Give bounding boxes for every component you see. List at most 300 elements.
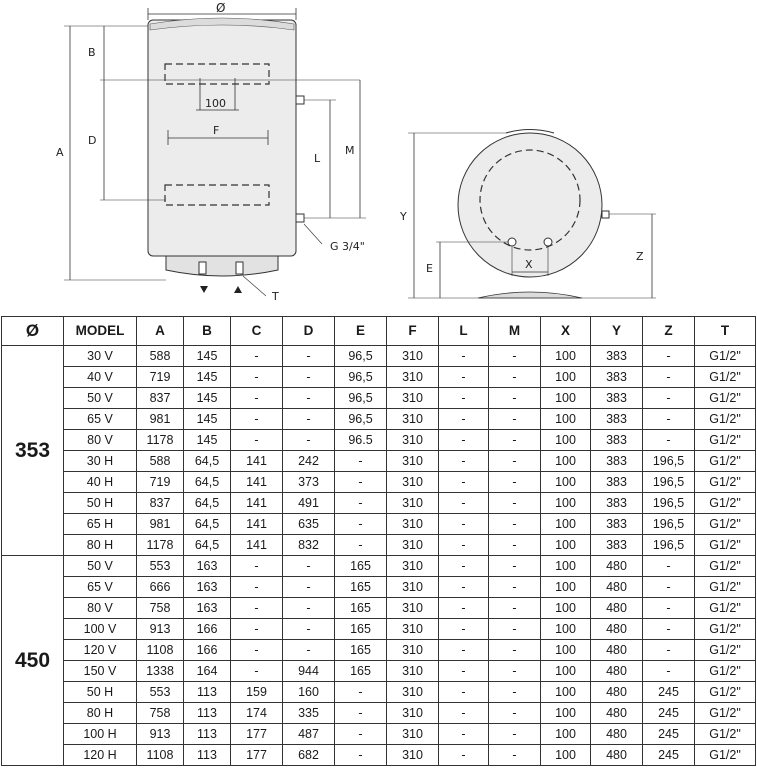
table-cell: 165	[335, 640, 387, 661]
table-cell: -	[643, 661, 695, 682]
table-row	[2, 703, 756, 724]
dim-x-label: X	[525, 258, 533, 271]
table-cell: G1/2"	[695, 430, 756, 451]
table-cell: 310	[387, 577, 439, 598]
col-header-d: D	[283, 317, 335, 346]
table-cell: 588	[137, 346, 184, 367]
table-cell: -	[231, 619, 283, 640]
table-cell: 145	[184, 388, 231, 409]
table-cell: -	[489, 661, 541, 682]
spec-table	[1, 316, 756, 766]
table-cell: 165	[335, 661, 387, 682]
table-cell: -	[643, 346, 695, 367]
table-cell: 96,5	[335, 388, 387, 409]
table-cell: 1338	[137, 661, 184, 682]
table-cell: 981	[137, 409, 184, 430]
table-cell: -	[439, 514, 489, 535]
dim-f-label: F	[213, 124, 220, 137]
table-cell: G1/2"	[695, 535, 756, 556]
table-cell: 64,5	[184, 472, 231, 493]
table-cell: -	[283, 619, 335, 640]
table-cell: 100	[541, 640, 591, 661]
table-cell: 383	[591, 535, 643, 556]
lower-connector	[296, 214, 304, 222]
table-cell: -	[231, 577, 283, 598]
table-cell: 96,5	[335, 409, 387, 430]
table-cell: 100	[541, 682, 591, 703]
table-cell: 145	[184, 367, 231, 388]
table-row	[2, 640, 756, 661]
table-row	[2, 367, 756, 388]
table-cell: -	[489, 430, 541, 451]
table-cell: 913	[137, 619, 184, 640]
table-cell: 100	[541, 619, 591, 640]
table-cell: 100	[541, 724, 591, 745]
table-cell: -	[283, 577, 335, 598]
technical-drawing	[0, 0, 757, 312]
leader-line	[304, 224, 322, 244]
table-cell: 165	[335, 577, 387, 598]
table-cell: -	[489, 619, 541, 640]
model-cell: 65 V	[64, 577, 137, 598]
table-cell: 100	[541, 703, 591, 724]
model-cell: 40 V	[64, 367, 137, 388]
table-row	[2, 493, 756, 514]
table-cell: G1/2"	[695, 367, 756, 388]
table-cell: -	[489, 472, 541, 493]
table-cell: -	[335, 745, 387, 766]
table-cell: -	[231, 640, 283, 661]
table-body	[2, 346, 756, 766]
table-cell: 100	[541, 451, 591, 472]
table-cell: -	[643, 556, 695, 577]
side-view	[399, 130, 656, 299]
table-cell: 141	[231, 472, 283, 493]
model-cell: 50 V	[64, 556, 137, 577]
table-cell: 100	[541, 409, 591, 430]
table-row	[2, 346, 756, 367]
table-cell: -	[489, 367, 541, 388]
upper-connector	[296, 96, 304, 104]
dim-a-label: A	[56, 146, 64, 159]
table-cell: 758	[137, 598, 184, 619]
table-cell: 553	[137, 682, 184, 703]
table-cell: -	[335, 493, 387, 514]
table-cell: G1/2"	[695, 346, 756, 367]
table-cell: 100	[541, 598, 591, 619]
table-cell: -	[439, 598, 489, 619]
dim-100-label: 100	[205, 97, 226, 110]
table-row	[2, 577, 756, 598]
table-cell: 310	[387, 514, 439, 535]
table-cell: 196,5	[643, 493, 695, 514]
table-cell: 383	[591, 451, 643, 472]
model-cell: 30 H	[64, 451, 137, 472]
model-cell: 120 H	[64, 745, 137, 766]
front-view	[56, 1, 366, 303]
table-cell: 310	[387, 430, 439, 451]
model-cell: 80 H	[64, 535, 137, 556]
table-cell: 719	[137, 367, 184, 388]
table-cell: -	[439, 661, 489, 682]
table-cell: 487	[283, 724, 335, 745]
table-cell: 196,5	[643, 472, 695, 493]
table-cell: 165	[335, 619, 387, 640]
table-cell: -	[489, 388, 541, 409]
table-cell: 310	[387, 451, 439, 472]
table-cell: 491	[283, 493, 335, 514]
table-cell: -	[231, 430, 283, 451]
table-cell: -	[439, 451, 489, 472]
table-cell: 480	[591, 661, 643, 682]
table-cell: 1108	[137, 745, 184, 766]
dim-t-label: T	[272, 290, 279, 303]
table-row	[2, 724, 756, 745]
table-cell: -	[335, 472, 387, 493]
model-cell: 80 V	[64, 598, 137, 619]
table-cell: 100	[541, 388, 591, 409]
table-cell: 310	[387, 535, 439, 556]
col-header-diameter: Ø	[2, 317, 64, 346]
table-cell: -	[231, 598, 283, 619]
table-cell: -	[335, 724, 387, 745]
table-cell: 480	[591, 682, 643, 703]
col-header-f: F	[387, 317, 439, 346]
table-cell: -	[643, 367, 695, 388]
table-cell: -	[643, 598, 695, 619]
table-cell: 480	[591, 745, 643, 766]
table-cell: -	[439, 745, 489, 766]
table-cell: -	[283, 367, 335, 388]
col-header-z: Z	[643, 317, 695, 346]
table-cell: -	[489, 514, 541, 535]
table-cell: -	[439, 472, 489, 493]
col-header-model: MODEL	[64, 317, 137, 346]
table-cell: 113	[184, 724, 231, 745]
model-cell: 50 H	[64, 682, 137, 703]
tank-bottom-cap	[166, 256, 278, 276]
table-row	[2, 535, 756, 556]
table-cell: -	[439, 388, 489, 409]
table-cell: 245	[643, 724, 695, 745]
table-cell: 177	[231, 724, 283, 745]
table-cell: 310	[387, 598, 439, 619]
table-cell: 100	[541, 661, 591, 682]
table-cell: -	[283, 640, 335, 661]
table-cell: 310	[387, 367, 439, 388]
dim-e-label: E	[426, 262, 433, 275]
table-cell: -	[489, 640, 541, 661]
table-cell: 310	[387, 493, 439, 514]
table-cell: 310	[387, 472, 439, 493]
table-cell: 113	[184, 703, 231, 724]
table-cell: 163	[184, 556, 231, 577]
table-cell: 242	[283, 451, 335, 472]
table-cell: 145	[184, 346, 231, 367]
table-cell: 160	[283, 682, 335, 703]
table-cell: -	[643, 430, 695, 451]
table-cell: 913	[137, 724, 184, 745]
table-cell: G1/2"	[695, 388, 756, 409]
table-cell: 141	[231, 451, 283, 472]
table-cell: -	[231, 367, 283, 388]
model-cell: 80 H	[64, 703, 137, 724]
table-cell: 682	[283, 745, 335, 766]
table-cell: 837	[137, 388, 184, 409]
table-cell: -	[335, 535, 387, 556]
table-cell: 64,5	[184, 493, 231, 514]
table-cell: 145	[184, 409, 231, 430]
table-cell: G1/2"	[695, 409, 756, 430]
table-cell: 164	[184, 661, 231, 682]
table-cell: 245	[643, 703, 695, 724]
table-cell: 310	[387, 346, 439, 367]
table-cell: -	[283, 598, 335, 619]
table-row	[2, 472, 756, 493]
table-cell: 310	[387, 388, 439, 409]
table-cell: G1/2"	[695, 493, 756, 514]
table-cell: -	[231, 409, 283, 430]
table-cell: 758	[137, 703, 184, 724]
table-cell: 100	[541, 535, 591, 556]
table-cell: 383	[591, 367, 643, 388]
table-cell: 981	[137, 514, 184, 535]
table-row	[2, 682, 756, 703]
table-cell: -	[439, 367, 489, 388]
table-cell: -	[489, 346, 541, 367]
table-cell: 100	[541, 577, 591, 598]
table-cell: G1/2"	[695, 577, 756, 598]
diameter-group-cell: 450	[2, 556, 64, 766]
table-cell: G1/2"	[695, 724, 756, 745]
table-cell: -	[335, 451, 387, 472]
col-header-t: T	[695, 317, 756, 346]
model-cell: 65 V	[64, 409, 137, 430]
table-cell: -	[283, 556, 335, 577]
table-cell: 383	[591, 430, 643, 451]
dim-z-label: Z	[636, 250, 644, 263]
table-cell: 64,5	[184, 451, 231, 472]
table-cell: G1/2"	[695, 472, 756, 493]
table-cell: 64,5	[184, 514, 231, 535]
table-cell: -	[489, 556, 541, 577]
table-cell: 141	[231, 493, 283, 514]
arrow-up-icon	[234, 286, 242, 293]
col-header-y: Y	[591, 317, 643, 346]
table-cell: 159	[231, 682, 283, 703]
table-cell: 196,5	[643, 535, 695, 556]
table-cell: 480	[591, 577, 643, 598]
table-cell: -	[439, 703, 489, 724]
table-cell: -	[489, 535, 541, 556]
table-cell: 383	[591, 346, 643, 367]
dim-l-label: L	[314, 152, 321, 165]
table-row	[2, 430, 756, 451]
table-cell: 310	[387, 661, 439, 682]
leader-line	[243, 276, 266, 296]
table-cell: -	[643, 640, 695, 661]
table-cell: G1/2"	[695, 640, 756, 661]
dim-y-label: Y	[400, 210, 407, 223]
table-cell: -	[439, 346, 489, 367]
side-connector	[602, 211, 609, 218]
table-cell: -	[439, 724, 489, 745]
table-cell: -	[439, 409, 489, 430]
table-cell: 335	[283, 703, 335, 724]
table-cell: 145	[184, 430, 231, 451]
table-cell: -	[231, 661, 283, 682]
table-cell: 588	[137, 451, 184, 472]
model-cell: 80 V	[64, 430, 137, 451]
tank-circle	[458, 133, 602, 277]
dim-g-label: G 3/4"	[330, 240, 365, 253]
model-cell: 100 H	[64, 724, 137, 745]
table-cell: 635	[283, 514, 335, 535]
col-header-l: L	[439, 317, 489, 346]
col-header-e: E	[335, 317, 387, 346]
table-cell: G1/2"	[695, 514, 756, 535]
table-cell: 480	[591, 598, 643, 619]
table-cell: 100	[541, 514, 591, 535]
pipe-port	[544, 238, 552, 246]
table-cell: -	[439, 577, 489, 598]
table-row	[2, 409, 756, 430]
table-cell: -	[439, 640, 489, 661]
top-bracket	[506, 130, 554, 134]
table-cell: -	[335, 514, 387, 535]
table-cell: 100	[541, 493, 591, 514]
table-cell: 480	[591, 619, 643, 640]
table-cell: -	[283, 409, 335, 430]
table-cell: 245	[643, 682, 695, 703]
table-cell: 383	[591, 472, 643, 493]
table-cell: 166	[184, 619, 231, 640]
table-cell: 113	[184, 745, 231, 766]
table-cell: 96,5	[335, 346, 387, 367]
table-cell: 383	[591, 388, 643, 409]
table-cell: G1/2"	[695, 619, 756, 640]
table-cell: -	[231, 388, 283, 409]
col-header-b: B	[184, 317, 231, 346]
table-cell: -	[643, 409, 695, 430]
table-header-row	[2, 317, 756, 346]
table-cell: 666	[137, 577, 184, 598]
table-cell: 719	[137, 472, 184, 493]
model-cell: 50 H	[64, 493, 137, 514]
table-cell: 310	[387, 703, 439, 724]
table-cell: 64,5	[184, 535, 231, 556]
table-cell: -	[489, 745, 541, 766]
arrow-down-icon	[200, 286, 208, 293]
table-cell: 166	[184, 640, 231, 661]
model-cell: 30 V	[64, 346, 137, 367]
table-cell: 480	[591, 556, 643, 577]
table-cell: -	[283, 430, 335, 451]
table-cell: -	[439, 535, 489, 556]
table-row	[2, 514, 756, 535]
table-cell: 1108	[137, 640, 184, 661]
table-cell: -	[231, 346, 283, 367]
table-cell: 163	[184, 577, 231, 598]
table-cell: -	[489, 451, 541, 472]
table-cell: 177	[231, 745, 283, 766]
table-cell: 383	[591, 514, 643, 535]
table-cell: 196,5	[643, 514, 695, 535]
table-cell: -	[283, 346, 335, 367]
base-bracket	[478, 292, 582, 298]
table-cell: 310	[387, 556, 439, 577]
table-cell: 1178	[137, 430, 184, 451]
table-cell: 553	[137, 556, 184, 577]
table-cell: 96,5	[335, 367, 387, 388]
table-cell: -	[439, 682, 489, 703]
table-row	[2, 745, 756, 766]
table-cell: 310	[387, 724, 439, 745]
pipe-port	[508, 238, 516, 246]
model-cell: 120 V	[64, 640, 137, 661]
table-cell: 174	[231, 703, 283, 724]
table-cell: -	[439, 493, 489, 514]
table-cell: 141	[231, 535, 283, 556]
table-cell: -	[643, 388, 695, 409]
table-cell: -	[283, 388, 335, 409]
table-cell: 100	[541, 556, 591, 577]
table-cell: G1/2"	[695, 598, 756, 619]
table-cell: G1/2"	[695, 661, 756, 682]
table-cell: 165	[335, 556, 387, 577]
table-cell: -	[489, 724, 541, 745]
table-cell: 480	[591, 724, 643, 745]
table-cell: 310	[387, 409, 439, 430]
table-row	[2, 661, 756, 682]
table-cell: 310	[387, 640, 439, 661]
table-cell: 383	[591, 409, 643, 430]
table-cell: G1/2"	[695, 556, 756, 577]
table-cell: G1/2"	[695, 745, 756, 766]
col-header-x: X	[541, 317, 591, 346]
table-cell: 245	[643, 745, 695, 766]
table-row	[2, 388, 756, 409]
table-cell: -	[335, 682, 387, 703]
diameter-group-cell: 353	[2, 346, 64, 556]
dim-diameter-label: Ø	[216, 1, 226, 15]
table-cell: 165	[335, 598, 387, 619]
table-cell: 837	[137, 493, 184, 514]
table-cell: -	[489, 598, 541, 619]
table-cell: 113	[184, 682, 231, 703]
table-cell: -	[439, 556, 489, 577]
table-cell: 310	[387, 682, 439, 703]
table-cell: 100	[541, 430, 591, 451]
table-cell: 1178	[137, 535, 184, 556]
table-cell: -	[439, 430, 489, 451]
table-cell: 196,5	[643, 451, 695, 472]
bottom-pipe	[199, 262, 206, 274]
table-cell: -	[489, 682, 541, 703]
table-cell: -	[439, 619, 489, 640]
table-cell: -	[489, 409, 541, 430]
model-cell: 50 V	[64, 388, 137, 409]
col-header-m: M	[489, 317, 541, 346]
dim-m-label: M	[345, 144, 355, 157]
table-cell: 100	[541, 472, 591, 493]
table-cell: 141	[231, 514, 283, 535]
model-cell: 100 V	[64, 619, 137, 640]
table-cell: G1/2"	[695, 703, 756, 724]
table-cell: 310	[387, 745, 439, 766]
table-cell: 944	[283, 661, 335, 682]
model-cell: 40 H	[64, 472, 137, 493]
